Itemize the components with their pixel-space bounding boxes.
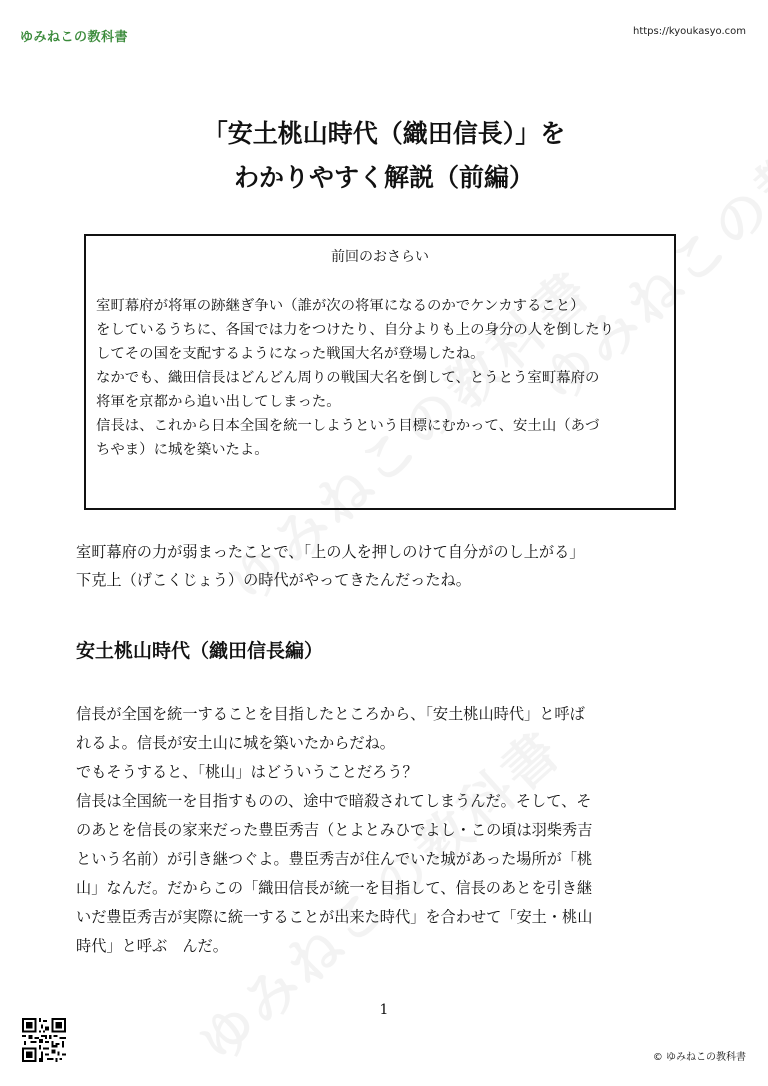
page-number: 1 bbox=[379, 1002, 389, 1018]
site-url[interactable]: https://kyoukasyo.com bbox=[632, 26, 746, 37]
intro-line: 下克上（げこくじょう）の時代がやってきたんだったね。 bbox=[76, 571, 471, 589]
qr-code-icon[interactable] bbox=[22, 1018, 66, 1062]
review-line: 将軍を京都から追い出してしまった。 bbox=[96, 394, 341, 410]
section-heading: 安土桃山時代（織田信長編） bbox=[76, 640, 324, 662]
title-line-1: 「安土桃山時代（織田信長）」を bbox=[202, 119, 566, 148]
section-line: れるよ。信長が安土山に城を築いたからだね。 bbox=[76, 734, 395, 752]
review-box bbox=[84, 234, 676, 510]
page-title bbox=[0, 112, 768, 200]
section-line: 山」なんだ。だからこの「織田信長が統一を目指して、信長のあとを引き継 bbox=[76, 879, 593, 897]
review-line: をしているうちに、各国では力をつけたり、自分よりも上の身分の人を倒したり bbox=[96, 322, 615, 338]
section-line: という名前）が引き継つぐよ。豊臣秀吉が住んでいた城があった場所が「桃 bbox=[76, 850, 593, 868]
title-line-2: わかりやすく解説（前編） bbox=[233, 163, 534, 192]
review-box-title: 前回のおさらい bbox=[331, 249, 429, 265]
section-paragraph bbox=[76, 700, 592, 961]
section-line: 時代」と呼ぶ んだ。 bbox=[76, 937, 228, 955]
intro-paragraph bbox=[76, 538, 584, 594]
section-line: 信長が全国を統一することを目指したところから、「安土桃山時代」と呼ば bbox=[76, 705, 585, 723]
review-box-body bbox=[86, 294, 682, 462]
section-line: のあとを信長の家来だった豊臣秀吉（とよとみひでよし・この頃は羽柴秀吉 bbox=[76, 821, 593, 839]
section-line: でもそうすると、「桃山」はどういうことだろう？ bbox=[76, 763, 418, 781]
review-line: してその国を支配するようになった戦国大名が登場したね。 bbox=[96, 346, 485, 362]
site-logo[interactable]: ゆみねこの教科書 bbox=[20, 30, 129, 45]
section-line: 信長は全国統一を目指すものの、途中で暗殺されてしまうんだ。そして、そ bbox=[76, 792, 592, 810]
copyright: © ゆみねこの教科書 bbox=[652, 1052, 746, 1063]
review-line: 室町幕府が将軍の跡継ぎ争い（誰が次の将軍になるのかでケンカすること） bbox=[96, 298, 585, 314]
review-line: ちやま）に城を築いたよ。 bbox=[96, 442, 269, 458]
review-line: なかでも、織田信長はどんどん周りの戦国大名を倒して、とうとう室町幕府の bbox=[96, 370, 600, 386]
review-line: 信長は、これから日本全国を統一しようという目標にむかって、安土山（あづ bbox=[96, 418, 600, 434]
section-line: いだ豊臣秀吉が実際に統一することが出来た時代」を合わせて「安土・桃山 bbox=[76, 908, 593, 926]
intro-line: 室町幕府の力が弱まったことで、「上の人を押しのけて自分がのし上がる」 bbox=[76, 543, 585, 561]
